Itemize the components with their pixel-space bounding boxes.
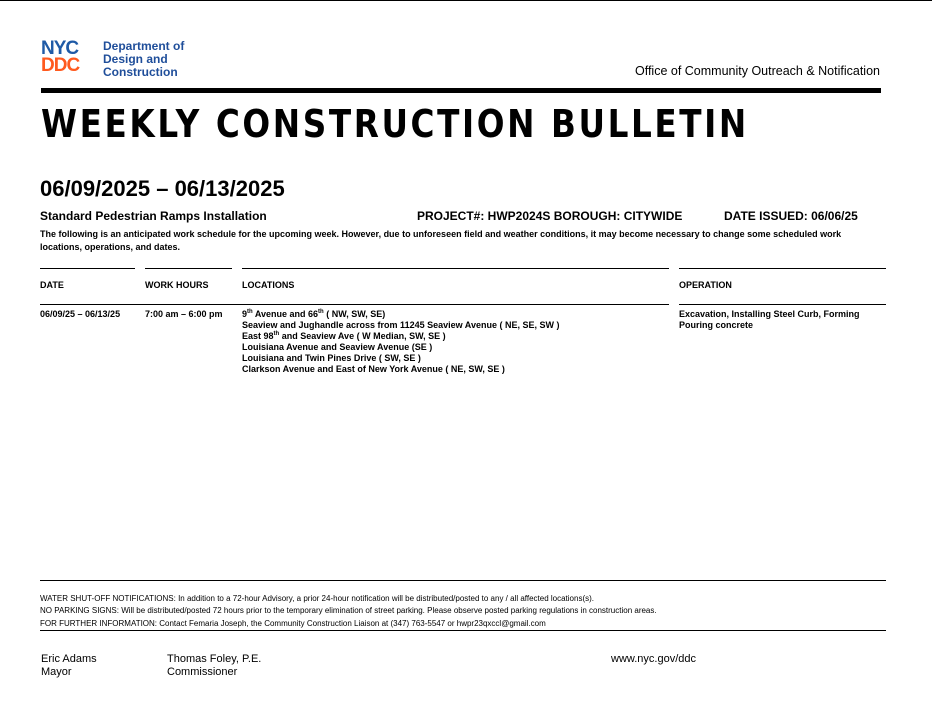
header-underline (679, 304, 886, 305)
column-header-locations: LOCATIONS (242, 280, 295, 290)
further-info-notice: FOR FURTHER INFORMATION: Contact Femaria Joseph, the Community Construction Liaison at (347) 763-5547 or hwpr23qxccl@gmail.com (40, 619, 546, 628)
project-number-borough: PROJECT#: HWP2024S BOROUGH: CITYWIDE (417, 209, 683, 223)
location-item: 9th Avenue and 66th ( NW, SW, SE) (242, 309, 386, 319)
water-shutoff-notice: WATER SHUT-OFF NOTIFICATIONS: In addition to a 72-hour Advisory, a prior 24-hour notification will be distributed/posted to any / all affected locations(s). (40, 594, 595, 603)
footer-bottom-rule (40, 630, 886, 631)
row-locations (242, 309, 559, 375)
header-rule (40, 268, 135, 269)
header-rule (145, 268, 232, 269)
nyc-ddc-logo (41, 40, 97, 78)
page-title: WEEKLY CONSTRUCTION BULLETIN (41, 102, 749, 146)
column-header-date: DATE (40, 280, 64, 290)
department-name: Department of Design and Construction (103, 39, 185, 79)
header-rule (242, 268, 669, 269)
column-header-work-hours: WORK HOURS (145, 280, 209, 290)
project-name: Standard Pedestrian Ramps Installation (40, 209, 267, 223)
location-item: Louisiana Avenue and Seaview Avenue (SE ) (242, 342, 433, 352)
row-operation: Excavation, Installing Steel Curb, Forming Pouring concrete (679, 309, 860, 330)
location-item: Clarkson Avenue and East of New York Avenue ( NE, SW, SE ) (242, 364, 505, 374)
commissioner-signature: Thomas Foley, P.E. Commissioner (167, 653, 262, 678)
mayor-signature: Eric Adams Mayor (41, 653, 97, 678)
no-parking-notice: NO PARKING SIGNS: Will be distributed/posted 72 hours prior to the temporary elimination of street parking. Please observe posted parking regulations in construction areas. (40, 606, 657, 615)
location-item: East 98th and Seaview Ave ( W Median, SW, SE ) (242, 331, 446, 341)
logo-nyc-text: NYC (41, 38, 79, 59)
header-underline (40, 304, 669, 305)
location-item: Louisiana and Twin Pines Drive ( SW, SE ) (242, 353, 421, 363)
logo-ddc-text: DDC (41, 55, 80, 76)
top-border (0, 0, 932, 1)
location-item: Seaview and Jughandle across from 11245 Seaview Avenue ( NE, SE, SW ) (242, 320, 560, 330)
row-work-hours: 7:00 am – 6:00 pm (145, 309, 223, 319)
header-rule (679, 268, 886, 269)
intro-text: The following is an anticipated work schedule for the upcoming week. However, due to unforeseen field and weather conditions, it may become necessary to change some scheduled work locations, operations, and dates. (40, 229, 842, 252)
date-issued: DATE ISSUED: 06/06/25 (724, 209, 858, 223)
date-range: 06/09/2025 – 06/13/2025 (40, 176, 285, 201)
row-date: 06/09/25 – 06/13/25 (40, 309, 121, 319)
website-link[interactable]: www.nyc.gov/ddc (611, 653, 696, 665)
column-header-operation: OPERATION (679, 280, 732, 290)
header-divider (41, 88, 881, 93)
office-name: Office of Community Outreach & Notification (634, 64, 880, 78)
footer-top-rule (40, 580, 886, 581)
